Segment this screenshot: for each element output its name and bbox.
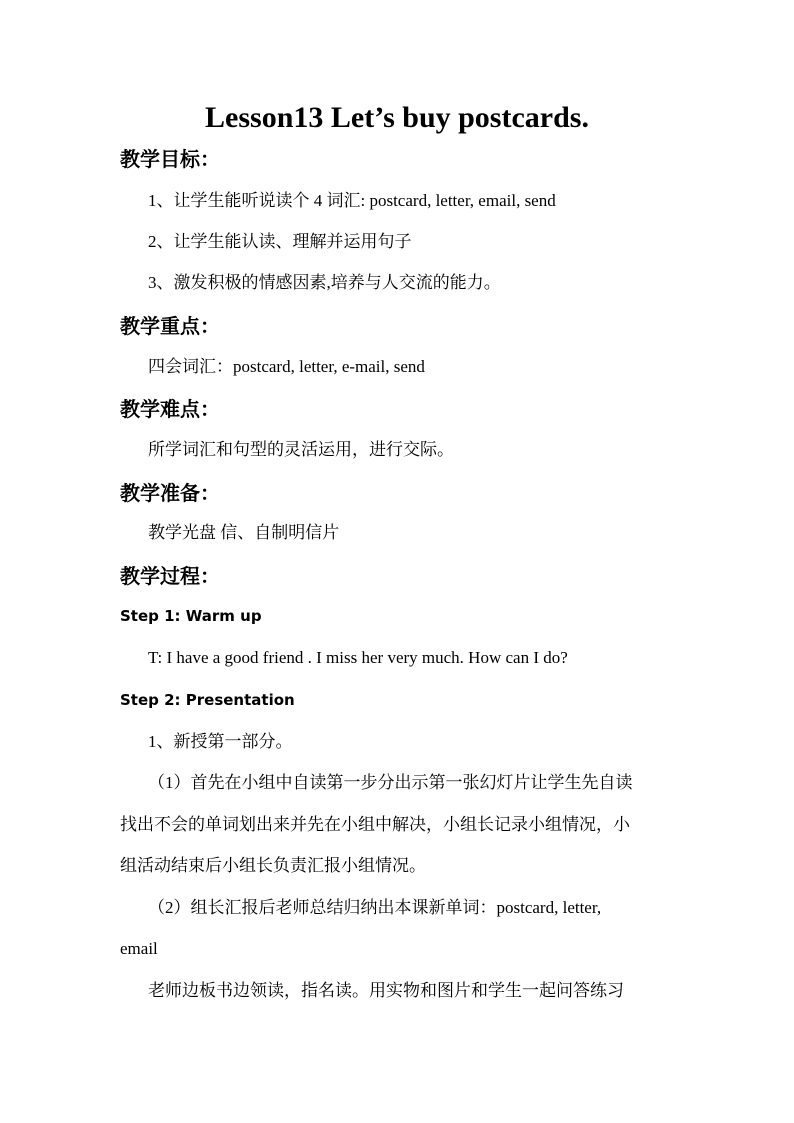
document-title: Lesson13 Let’s buy postcards. bbox=[205, 101, 589, 134]
step2-para1-line2: 找出不会的单词划出来并先在小组中解决，小组长记录小组情况，小 bbox=[120, 815, 630, 834]
objective-item-1: 1、让学生能听说读个 4 词汇: postcard, letter, email, send bbox=[148, 191, 556, 210]
step2-item1: 1、新授第一部分。 bbox=[148, 732, 293, 751]
heading-preparation: 教学准备： bbox=[120, 481, 220, 505]
heading-process: 教学过程： bbox=[120, 564, 220, 588]
key-points-text: 四会词汇：postcard, letter, e-mail, send bbox=[148, 357, 425, 376]
step2-para1-line3: 组活动结束后小组长负责汇报小组情况。 bbox=[120, 856, 426, 875]
objective-item-2: 2、让学生能认读、理解并运用句子 bbox=[148, 232, 412, 251]
step2-para2-line2: email bbox=[120, 939, 158, 958]
step2-para2-line1: （2）组长汇报后老师总结归纳出本课新单词：postcard, letter, bbox=[148, 898, 602, 917]
preparation-text: 教学光盘 信、自制明信片 bbox=[148, 523, 340, 542]
objective-item-3: 3、激发积极的情感因素,培养与人交流的能力。 bbox=[148, 273, 501, 292]
difficulties-text: 所学词汇和句型的灵活运用，进行交际。 bbox=[148, 440, 454, 459]
step1-label: Step 1: Warm up bbox=[120, 607, 262, 625]
heading-key-points: 教学重点： bbox=[120, 314, 220, 338]
step2-para1-line1: （1）首先在小组中自读第一步分出示第一张幻灯片让学生先自读 bbox=[148, 773, 633, 792]
heading-objectives: 教学目标： bbox=[120, 147, 220, 171]
heading-difficulties: 教学难点： bbox=[120, 397, 220, 421]
step1-text: T: I have a good friend . I miss her very much. How can I do? bbox=[148, 648, 568, 667]
step2-label: Step 2: Presentation bbox=[120, 691, 295, 709]
step2-para3-line1: 老师边板书边领读，指名读。用实物和图片和学生一起问答练习 bbox=[148, 981, 624, 1000]
